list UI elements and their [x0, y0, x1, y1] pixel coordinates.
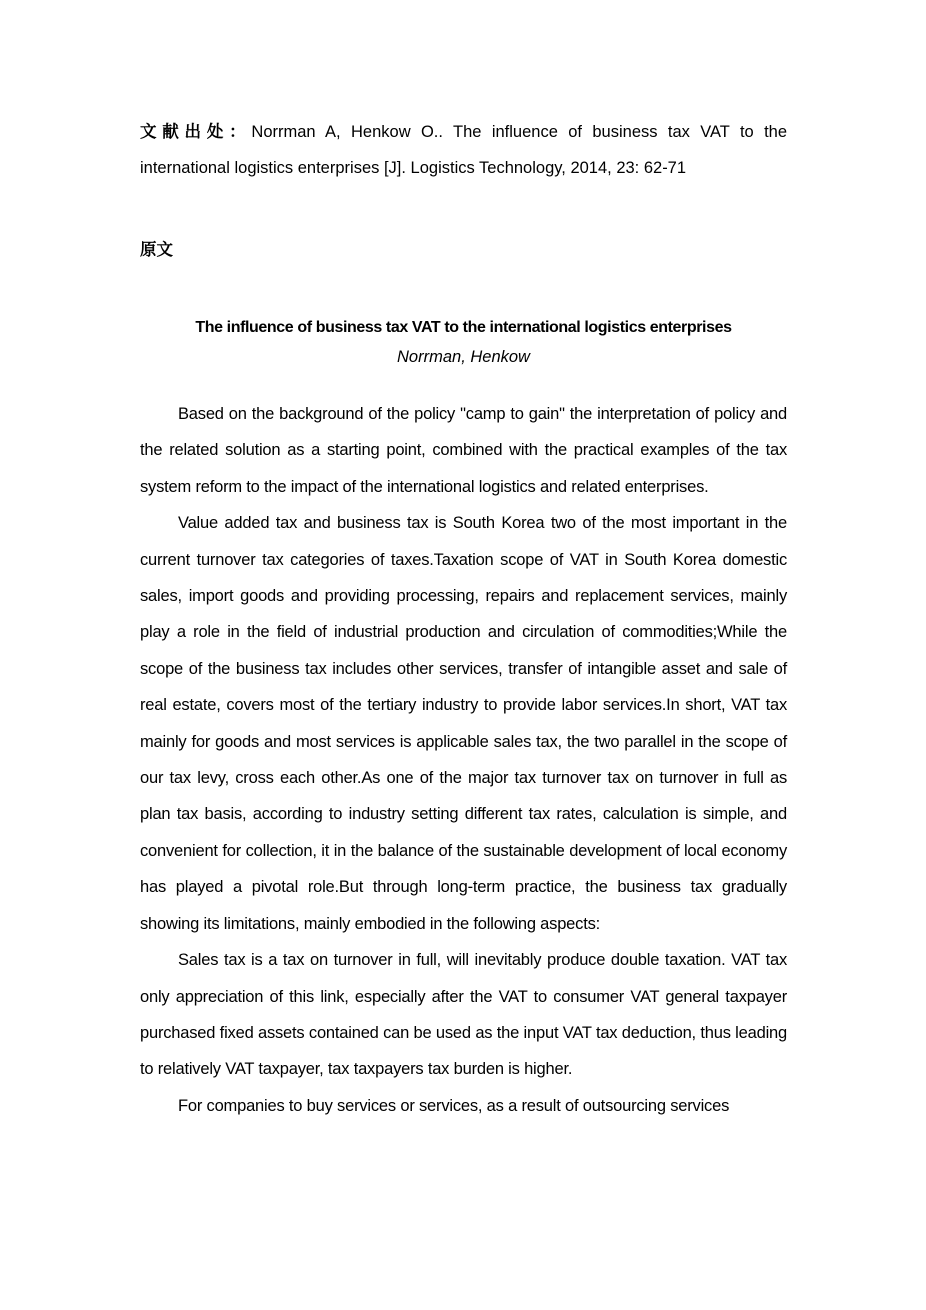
citation	[140, 114, 787, 186]
paragraph: Based on the background of the policy "camp to gain" the interpretation of policy and the related solution as a starting point, combined with the practical examples of the tax system reform to the impact of the international logistics and related enterprises.	[140, 405, 787, 496]
paper-authors: Norrman, Henkow	[397, 348, 530, 366]
document-page	[140, 114, 787, 1124]
citation-label: 文献出处：	[140, 122, 252, 141]
paragraph: Sales tax is a tax on turnover in full, will inevitably produce double taxation. VAT tax only appreciation of this link, especially after the VAT to consumer VAT general taxpayer purchased fixed assets contained can be used as the input VAT tax deduction, thus leading to relatively VAT taxpayer, tax taxpayers tax burden is higher.	[140, 951, 787, 1079]
citation-text: Norrman A, Henkow O.. The influence of business tax VAT to the international logistics enterprises [J]. Logistics Technology, 2014, 23: 62-71	[140, 123, 788, 177]
paper-title: The influence of business tax VAT to the international logistics enterprises	[195, 319, 732, 336]
paragraph: For companies to buy services or services, as a result of outsourcing services	[178, 1096, 730, 1115]
section-heading: 原文	[140, 240, 173, 259]
body-text	[140, 396, 787, 1124]
paragraph: Value added tax and business tax is South Korea two of the most important in the current turnover tax categories of taxes.Taxation scope of VAT in South Korea domestic sales, import goods and providing processing, repairs and replacement services, mainly play a role in the field of industrial production and circulation of commodities;While the scope of the business tax includes other services, transfer of intangible asset and sale of real estate, covers most of the tertiary industry to provide labor services.In short, VAT tax mainly for goods and most services is applicable sales tax, the two parallel in the scope of our tax levy, cross each other.As one of the major tax turnover tax on turnover in full as plan tax basis, according to industry setting different tax rates, calculation is simple, and convenient for collection, it in the balance of the sustainable development of local economy has played a pivotal role.But through long-term practice, the business tax gradually showing its limitations, mainly embodied in the following aspects:	[140, 514, 787, 933]
